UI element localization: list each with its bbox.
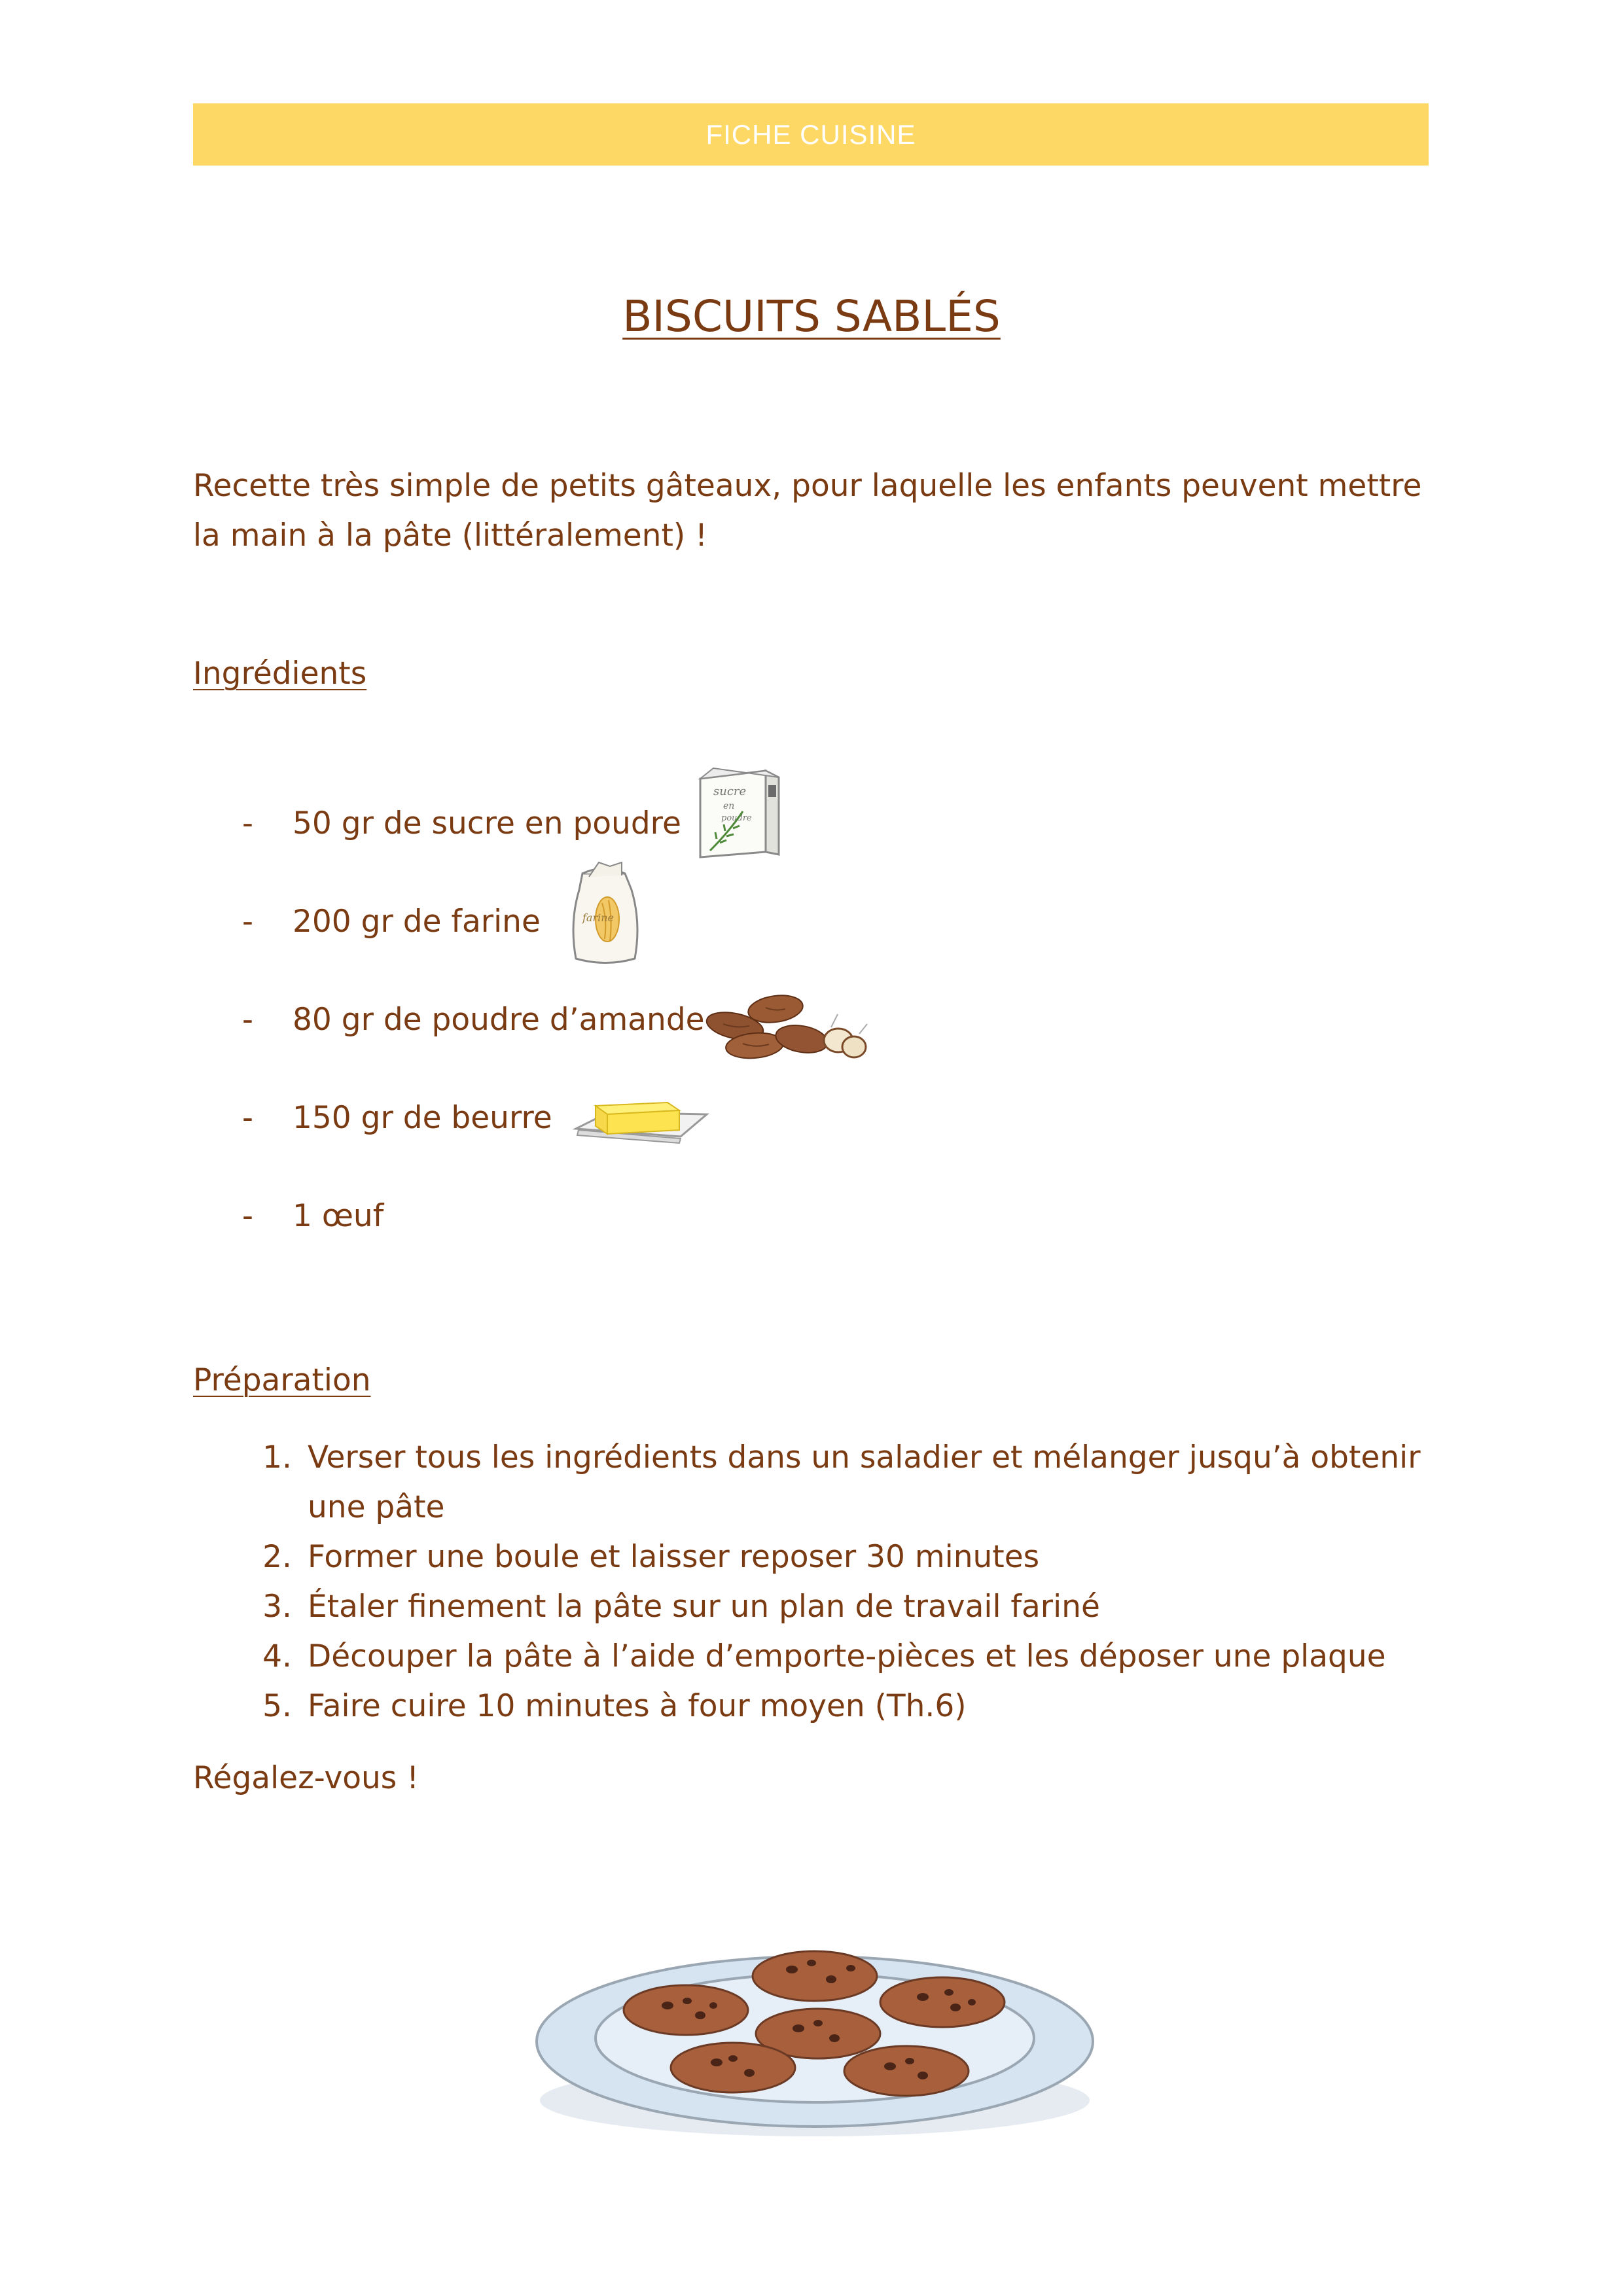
list-item <box>236 1532 1433 1582</box>
almonds-icon <box>704 988 874 1067</box>
bullet-dash: - <box>242 1099 253 1136</box>
step-number: 5. <box>262 1688 292 1724</box>
list-item <box>236 1433 1433 1532</box>
ingredient-item <box>242 995 705 1044</box>
ingredient-text: 150 gr de beurre <box>293 1099 552 1136</box>
header-bar <box>193 103 1429 166</box>
bullet-dash: - <box>242 805 253 841</box>
svg-text:poudre: poudre <box>721 813 752 823</box>
sugar-box-icon <box>694 766 785 864</box>
ingredient-item <box>242 798 681 848</box>
butter-icon <box>569 1083 713 1148</box>
step-text: Former une boule et laisser reposer 30 minutes <box>308 1539 1040 1575</box>
ingredient-text: 80 gr de poudre d’amande <box>293 1001 705 1038</box>
preparation-list <box>236 1433 1433 1731</box>
step-number: 4. <box>262 1638 292 1674</box>
closing-text: Régalez-vous ! <box>193 1760 419 1796</box>
preparation-heading: Préparation <box>193 1362 371 1398</box>
step-text: Faire cuire 10 minutes à four moyen (Th.6) <box>308 1688 967 1724</box>
ingredient-text: 200 gr de farine <box>293 903 541 940</box>
step-text: Étaler finement la pâte sur un plan de travail fariné <box>308 1589 1100 1625</box>
flour-bag-label: farine <box>582 911 614 924</box>
page-title: BISCUITS SABLÉS <box>622 291 1001 342</box>
ingredient-text: 1 œuf <box>293 1197 384 1234</box>
step-text: Verser tous les ingrédients dans un saladier et mélanger jusqu’à obtenir une pâte <box>308 1439 1421 1525</box>
bullet-dash: - <box>242 903 253 940</box>
bullet-dash: - <box>242 1197 253 1234</box>
sugar-box-label: sucre <box>713 785 747 798</box>
ingredients-heading: Ingrédients <box>193 656 367 692</box>
ingredient-item <box>242 1191 383 1241</box>
bullet-dash: - <box>242 1001 253 1038</box>
step-number: 3. <box>262 1589 292 1625</box>
header-label: FICHE CUISINE <box>705 118 916 150</box>
svg-text:en: en <box>723 801 735 811</box>
flour-bag-icon <box>563 857 648 968</box>
step-text: Découper la pâte à l’aide d’emporte-pièces et les déposer une plaque <box>308 1638 1386 1674</box>
ingredient-item <box>242 896 541 946</box>
ingredient-item <box>242 1093 552 1142</box>
list-item <box>236 1582 1433 1632</box>
list-item <box>236 1682 1433 1731</box>
intro-paragraph: Recette très simple de petits gâteaux, pour laquelle les enfants peuvent mettre la main à la pâte (littéralement) ! <box>193 468 1422 554</box>
ingredient-text: 50 gr de sucre en poudre <box>293 805 681 841</box>
step-number: 2. <box>262 1539 292 1575</box>
list-item <box>236 1632 1433 1682</box>
cookie-plate-icon <box>530 1911 1099 2146</box>
step-number: 1. <box>262 1439 292 1475</box>
